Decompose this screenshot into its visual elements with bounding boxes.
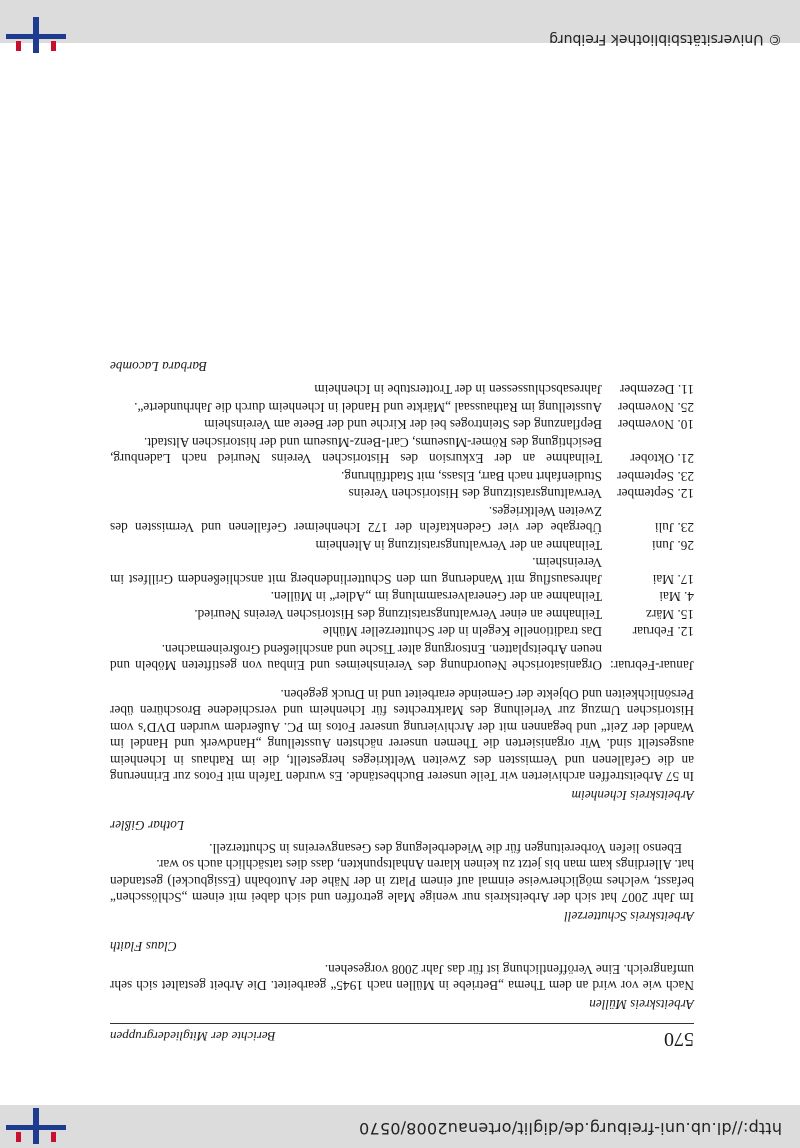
event-date: 25. November	[617, 400, 694, 415]
event-text: Jahresausflug mit Wanderung um den Schutterlindenberg mit anschließendem Grillfest im Vereinsheim.	[110, 555, 602, 587]
event-row	[110, 640, 694, 674]
page-number: 570	[664, 1028, 694, 1050]
paragraph: Ebenso liefen Vorbereitungen für die Wiederbelegung des Gesangvereins in Schutterzell.	[209, 841, 682, 856]
event-row	[110, 553, 694, 587]
event-row	[110, 605, 694, 623]
event-text: Teilnahme an einer Verwaltungsratsitzung des Historischen Vereins Neuried.	[194, 607, 602, 622]
page-header	[110, 1023, 694, 1050]
copyright-notice: © Universitätsbibliothek Freiburg	[549, 31, 782, 47]
event-text: Bepflanzung des Steintroges bei der Kirche und der Beete am Vereinsheim	[204, 417, 602, 433]
event-row	[110, 467, 694, 485]
unibib-freiburg-footer-logo-icon	[6, 17, 66, 53]
event-text: Jahresabschlussessen in der Trotterstube in Ichenheim	[314, 382, 602, 398]
event-row	[110, 433, 694, 467]
signature: Lothar Gißler	[110, 818, 185, 834]
event-table	[110, 380, 694, 674]
event-date: 4. Mai	[659, 589, 694, 605]
section-heading-ichenheim: Arbeitskreis Ichenheim	[571, 788, 694, 803]
section-heading-schutterzell: Arbeitskreis Schutterzell	[564, 909, 694, 924]
event-row	[110, 536, 694, 554]
viewer-footer-bar	[0, 0, 800, 47]
event-row	[110, 484, 694, 502]
event-date: 15. März	[646, 607, 694, 622]
page-body	[110, 344, 694, 1013]
event-text: Organisatorische Neuordnung des Vereinsheimes und Einbau von gestifteten Möbeln und neuen Arbeitsplatten. Entsorgung alter Tische und anschließend Großreinemachen.	[110, 642, 602, 674]
event-row	[110, 622, 694, 640]
running-title: Berichte der Mitgliedergruppen	[110, 1029, 276, 1044]
event-text: Teilnahme an der Exkursion des Historischen Vereins Neuried nach Ladenburg, Besichtigung des Römer-Museums, Carl-Benz-Museum und der historischen Altstadt.	[110, 435, 602, 467]
section-heading-muellen: Arbeitskreis Müllen	[589, 997, 694, 1012]
signature: Claus Flaith	[110, 939, 177, 955]
viewer-header-bar	[0, 1105, 800, 1148]
event-date: 21. Oktober	[630, 451, 694, 467]
paragraph: Im Jahr 2007 hat sich der Arbeitskreis nur wenige Male getroffen und sich dabei mit einem „Schlösschen“ befasst, welches möglicherweise einmal auf einem Platz in der Nähe der Autobahn (Essigbuckel) gestanden hat. Allerdings kam man bis jetzt zu keinen klaren Anhaltspunkten, dass dies tatsächlich auch so war.	[110, 857, 694, 906]
event-row	[110, 587, 694, 605]
paragraph: Nach wie vor wird an dem Thema „Betriebe in Müllen nach 1945“ gearbeitet. Die Arbeit gestaltet sich sehr umfangreich. Eine Veröffentlichung ist für das Jahr 2008 vorgesehen.	[110, 962, 694, 994]
event-text: Verwaltungsratsitzung des Historischen Vereins	[348, 486, 602, 502]
event-date: 11. Dezember	[619, 382, 694, 398]
event-date: 23. September	[617, 469, 694, 484]
signature: Barbara Lacombe	[110, 359, 208, 374]
event-date: Januar-Februar:	[610, 658, 694, 674]
event-date: 10. November	[617, 417, 694, 433]
event-date: 17. Mai	[652, 572, 694, 587]
event-date: 12. Februar	[632, 624, 694, 640]
event-row	[110, 502, 694, 536]
event-date: 23. Juli	[654, 520, 694, 536]
unibib-freiburg-logo-icon	[6, 1108, 66, 1144]
event-text: Übergabe der vier Gedenktafeln der 172 Ichenheimer Gefallenen und Vermissten des Zweiten Weltkrieges.	[110, 504, 602, 536]
event-row	[110, 415, 694, 433]
event-row	[110, 398, 694, 416]
event-text: Das traditionelle Kegeln in der Schutterzeller Mühle	[322, 624, 602, 640]
event-text: Teilnahme an der Verwaltungsratsitzung in Altenheim	[315, 538, 602, 553]
event-row	[110, 380, 694, 398]
source-url[interactable]: http://dl.ub.uni-freiburg.de/diglit/ortenau2008/0570	[358, 1119, 782, 1138]
event-date: 12. September	[617, 486, 694, 502]
paragraph: In 57 Arbeitstreffen archivierten wir Teile unserer Buchbestände. Es wurden Tafeln mit Fotos zur Erinnerung an die Gefallenen und Vermissten des Zweiten Weltkrieges hergestellt, die im Rathaus in Ichenheim ausgestellt sind. Wir organisierten die Themen unserer nächsten Ausstellung „Handwerk und Handel im Wandel der Zeit“ und begannen mit der Archivierung unserer Fotos im PC. Außerdem wurden DVD’s vom Historischen Umzug zur Verleihung des Marktrechtes für Ichenheim und verschiedene Broschüren über Persönlichkeiten und Objekte der Gemeinde erarbeitet und in Druck gegeben.	[110, 687, 694, 785]
event-text: Teilnahme an der Generalversammlung im „Adler“ in Müllen.	[270, 589, 602, 605]
event-date: 26. Juni	[651, 538, 694, 553]
event-text: Ausstellung im Rathaussaal „Märkte und Handel in Ichenheim durch die Jahrhunderte“.	[134, 400, 602, 415]
event-text: Studienfahrt nach Barr, Elsass, mit Stadtführung.	[341, 469, 602, 484]
